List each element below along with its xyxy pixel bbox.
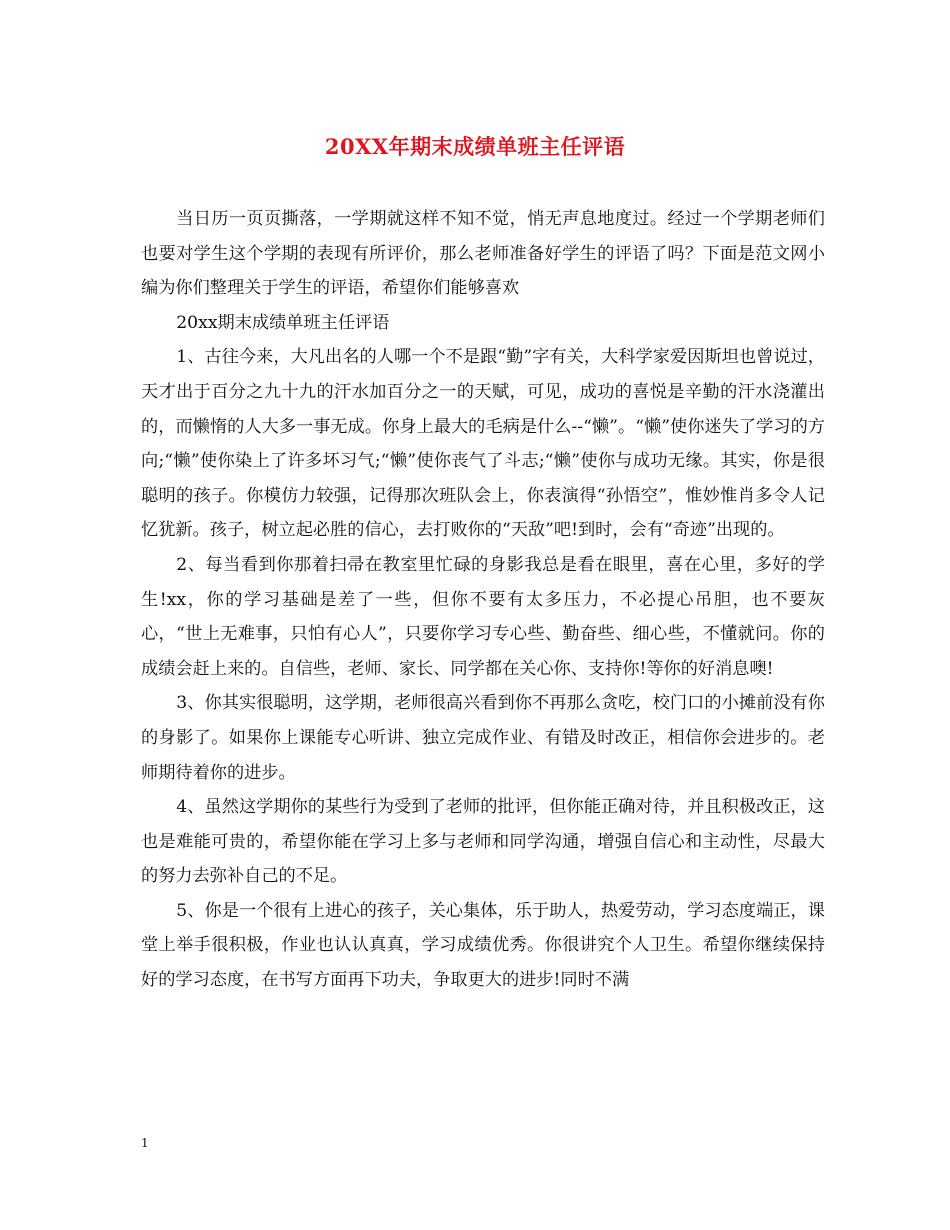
section-heading: 20xx期末成绩单班主任评语 xyxy=(176,312,390,333)
comment-paragraph-2: 2、每当看到你那着扫帚在教室里忙碌的身影我总是看在眼里，喜在心里，多好的学生!xx，你的学习基础是差了一些，但你不要有太多压力，不必提心吊胆，也不要灰心，“世上无难事，只怕有心人”，只要你学习专心些、勤奋些、细心些，不懂就问。你的成绩会赶上来的。自信些，老师、家长、同学都在关心你、支持你!等你的好消息噢! xyxy=(141,554,825,679)
comment-paragraph-5: 5、你是一个很有上进心的孩子，关心集体，乐于助人，热爱劳动，学习态度端正，课堂上举手很积极，作业也认认真真，学习成绩优秀。你很讲究个人卫生。希望你继续保持好的学习态度，在书写方面再下功夫，争取更大的进步!同时不满 xyxy=(141,900,825,991)
page-number: 1 xyxy=(141,1136,149,1150)
comment-paragraph-1: 1、古往今来，大凡出名的人哪一个不是跟“勤”字有关，大科学家爱因斯坦也曾说过，天才出于百分之九十九的汗水加百分之一的天赋，可见，成功的喜悦是辛勤的汗水浇灌出的，而懒惰的人大多一事无成。你身上最大的毛病是什么--“懒”。“懒”使你迷失了学习的方向;“懒”使你染上了许多坏习气;“懒”使你丧气了斗志;“懒”使你与成功无缘。其实，你是很聪明的孩子。你模仿力较强，记得那次班队会上，你表演得“孙悟空”，惟妙惟肖多令人记忆犹新。孩子，树立起必胜的信心，去打败你的“天敌”吧!到时，会有“奇迹”出现的。 xyxy=(141,347,825,541)
intro-paragraph: 当日历一页页撕落，一学期就这样不知不觉，悄无声息地度过。经过一个学期老师们也要对学生这个学期的表现有所评价，那么老师准备好学生的评语了吗？下面是范文网小编为你们整理关于学生的评语，希望你们能够喜欢 xyxy=(141,209,825,299)
comment-paragraph-4: 4、虽然这学期你的某些行为受到了老师的批评，但你能正确对待，并且积极改正，这也是难能可贵的，希望你能在学习上多与老师和同学沟通，增强自信心和主动性，尽最大的努力去弥补自己的不足。 xyxy=(141,797,825,887)
document-title: 20XX年期末成绩单班主任评语 xyxy=(324,134,626,159)
document-body xyxy=(141,202,825,998)
comment-paragraph-3: 3、你其实很聪明，这学期，老师很高兴看到你不再那么贪吃，校门口的小摊前没有你的身影了。如果你上课能专心听讲、独立完成作业、有错及时改正，相信你会进步的。老师期待着你的进步。 xyxy=(141,693,825,783)
